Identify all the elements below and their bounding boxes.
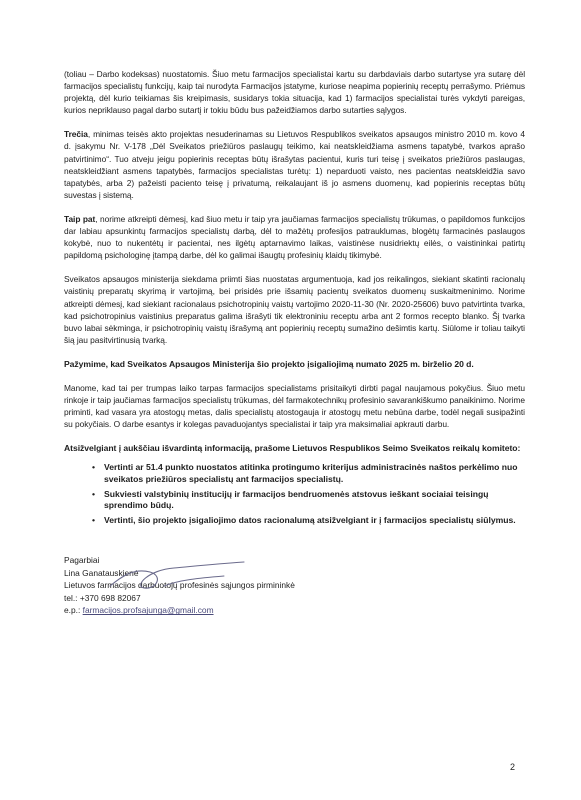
email-label: e.p.: <box>64 605 83 616</box>
paragraph-request-intro: Atsižvelgiant į aukščiau išvardintą informaciją, prašome Lietuvos Respublikos Seimo Sveikatos reikalų komiteto: <box>64 443 521 454</box>
request-item <box>92 489 525 512</box>
signature-closing: Pagarbiai <box>64 555 100 566</box>
signature-block <box>64 554 525 617</box>
bullet-icon: • <box>92 514 96 525</box>
request-item-text: Vertinti ar 51.4 punkto nuostatos atitinka protingumo kriterijus administracinės naštos perkėlimo nuo sveikatos priežiūros specialistų ant farmacijos specialistų. <box>104 462 518 485</box>
paragraph-also-text: , norime atkreipti dėmesį, kad šiuo metu ir taip yra jaučiamas farmacijos specialistų trūkumas, o papildomos funkcijos dar labiau apsunkintų farmacijos specialistų darbą, dėl to mažėtų profesijos patrauklumas, blogėtų farmacinės paslaugos kokybė, nuo to nukentėtų ir pacientai, nes ilgėtų aptarnavimo laikas, vaistinėse nusidriektų eilės, o vaistininkai patirtų papildomą psichologinę įtampą darbe, dėl ko galimai išaugtų profesinių klaidų tikimybė. <box>64 213 525 261</box>
paragraph-also <box>64 213 525 261</box>
paragraph-third-text: , minimas teisės akto projektas nesuderinamas su Lietuvos Respublikos sveikatos apsaugos ministro 2010 m. kovo 4 d. įsakymu Nr. V-178 „Dėl Sveikatos priežiūros paslaugų teikimo, kai neatskleidžiama asmens tapatybė, tvarkos aprašo patvirtinimo“. Tuo atveju jeigu popierinis receptas būtų išrašytas pacientui, kuris turi teisę į sveikatos priežiūros paslaugas, neatskleidžiant asmens tapatybės, farmacijos specialistas turėtų: 1) neparduoti vaisto, nes pacientas neatskleidžia savo tapatybės, arba 2) pažeisti paciento teisę į privatumą, reikalaujant iš jo asmens duomenų, kad popierinis receptas būtų suvestas į sistemą. <box>64 129 525 200</box>
email-link[interactable]: farmacijos.profsajunga@gmail.com <box>82 605 214 616</box>
signatory-title: Lietuvos farmacijos darbuotojų profesinės sąjungos pirmininkė <box>64 580 295 591</box>
signatory-name: Lina Ganatauskienė <box>64 567 139 578</box>
bullet-icon: • <box>92 488 96 499</box>
paragraph-third <box>64 128 525 201</box>
paragraph-labor-code: (toliau – Darbo kodeksas) nuostatomis. Šiuo metu farmacijos specialistai kartu su darbdaviais darbo sutartyse yra sutarę dėl farmacijos specialistų funkcijų, kaip tai nurodyta Farmacijos įstatyme, kuriose neapima popierinių receptų perrašymo. Priėmus projektą, dėl kurio teikiamas šis kreipimasis, susidarys tokia situacija, kad 1) farmacijos specialistai turės vykdyti pareigas, kurios nepriklauso pagal darbo sutartį ir tokiu būdu bus pažeidžiamos darbo sutarties sąlygos. <box>64 69 525 116</box>
paragraph-effective-date: Pažymime, kad Sveikatos Apsaugos Ministerija šio projekto įsigaliojimą numato 2025 m. birželio 20 d. <box>64 358 474 369</box>
request-item-text: Sukviesti valstybinių institucijų ir farmacijos bendruomenės atstovus ieškant sociaiai teisingų sprendimo būdų. <box>104 488 489 511</box>
paragraph-ministry-argument: Sveikatos apsaugos ministerija siekdama priimti šias nuostatas argumentuoja, kad jos reikalingos, siekiant skatinti racionalų vaistinių preparatų skyrimą ir vartojimą, bei prisidės prie išsamių pacientų sveikatos duomenų suskaitmeninimo. Norime atkreipti dėmesį, kad siekiant racionalaus psichotropinių vaistų vartojimo 2020-11-30 (Nr. 2020-25606) buvo patvirtinta tvarka, kad psichotropinius vaistinius preparatus galima išrašyti tik elektroniniu receptu arba ant 2 formos recepto blanko. Šį tvarka buvo labai sėkminga, ir psichotropinių vaistų išrašymą ant popierinių receptų sumažino dešimtis kartų. Siūlome ir toliau taikyti šią jau pasitvirtinusią tvarką. <box>64 274 525 345</box>
paragraph-also-lead: Taip pat <box>64 213 96 224</box>
request-item <box>92 515 525 527</box>
signatory-phone: tel.: +370 698 82067 <box>64 592 141 603</box>
signatory-email-line <box>64 604 525 617</box>
page-number: 2 <box>510 762 516 772</box>
request-item-text: Vertinti, šio projekto įsigaliojimo datos racionalumą atsižvelgiant ir į farmacijos specialistų siūlymus. <box>104 514 516 525</box>
paragraph-short-timeframe: Manome, kad tai per trumpas laiko tarpas farmacijos specialistams prisitaikyti dirbti pagal naujamous pokyčius. Šiuo metu rinkoje ir taip jaučiamas farmacijos specialistų trūkumas, dėl farmakotechnikų profesinio savarankiškumo panaikinimo. Norime priminti, kad vasara yra atostogų metas, dalis specialistų atostogauja ir atostogų metu nebūna darbe, todėl negali susipažinti su pokyčiais. O darbe esantys ir kolegas pavaduojantys specialistai ir taip yra maksimaliai apkrauti darbu. <box>64 382 525 430</box>
bullet-icon: • <box>92 462 96 473</box>
paragraph-third-lead: Trečia <box>64 129 88 140</box>
request-list <box>64 462 525 526</box>
request-item <box>92 462 525 485</box>
